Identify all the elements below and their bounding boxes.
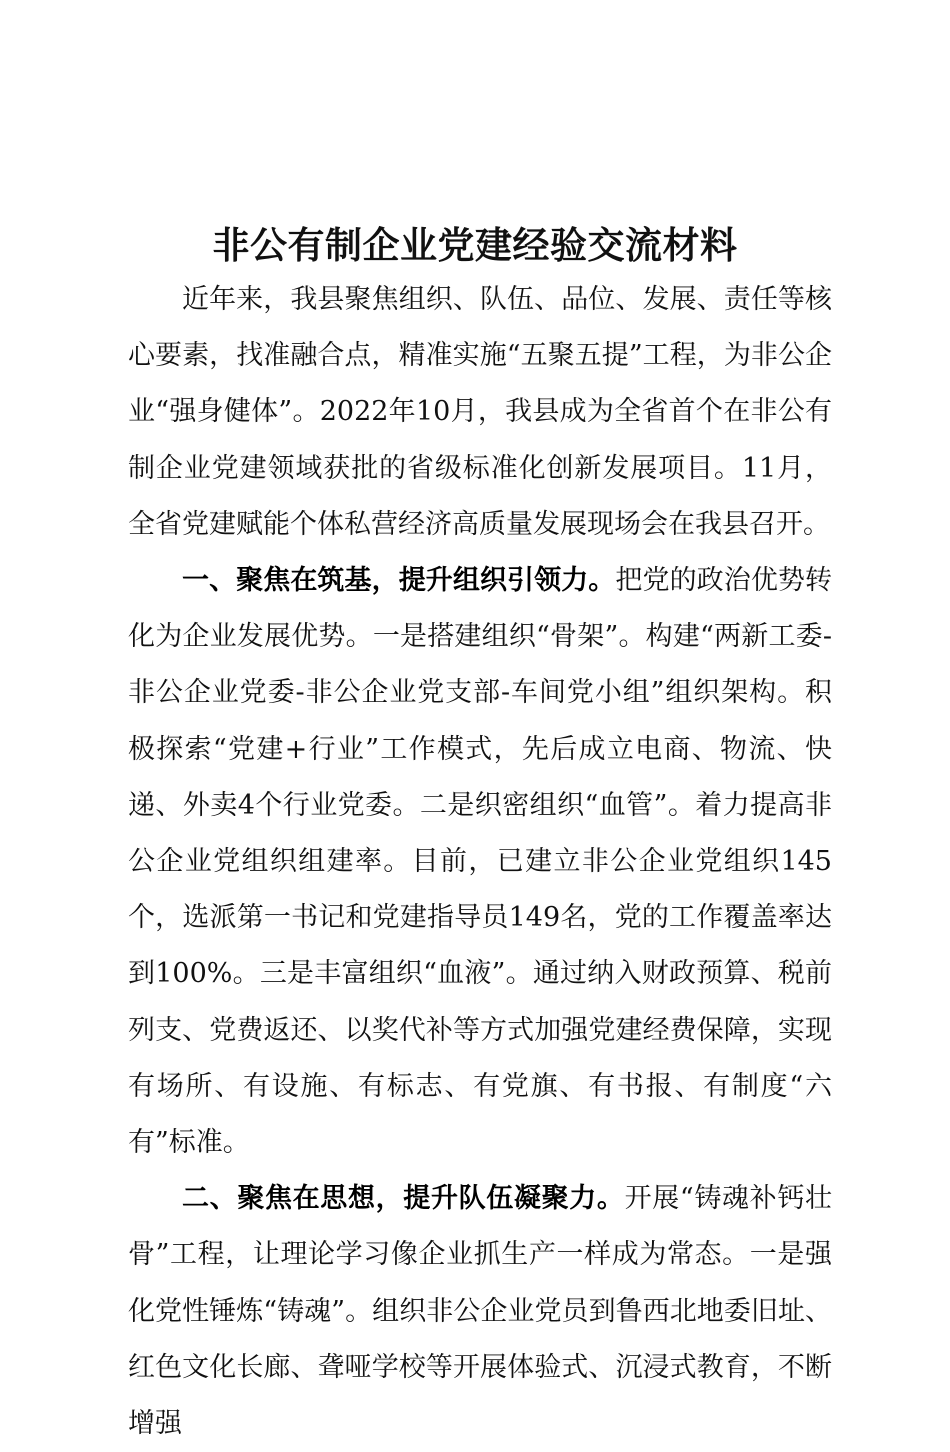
- paragraph-text: 把党的政治优势转化为企业发展优势。一是搭建组织“骨架”。构建“两新工委-非公企业党委-非公企业党支部-车间党小组”组织架构。积极探索“党建+行业”工作模式，先后成立电商、物流、快递、外卖4个行业党委。二是织密组织“血管”。着力提高非公企业党组织组建率。目前，已建立非公企业党组织145个，选派第一书记和党建指导员149名，党的工作覆盖率达到100%。三是丰富组织“血液”。通过纳入财政预算、税前列支、党费返还、以奖代补等方式加强党建经费保障，实现有场所、有设施、有标志、有党旗、有书报、有制度“六有”标准。: [128, 565, 832, 1159]
- section-heading: 二、聚焦在思想，提升队伍凝聚力。: [182, 1183, 625, 1215]
- paragraph-text: 近年来，我县聚焦组织、队伍、品位、发展、责任等核心要素，找准融合点，精准实施“五聚五提”工程，为非公企业“强身健体”。2022年10月，我县成为全省首个在非公有制企业党建领域获批的省级标准化创新发展项目。11月，全省党建赋能个体私营经济高质量发展现场会在我县召开。: [128, 284, 832, 540]
- section-one-paragraph: [128, 553, 832, 1171]
- section-two-paragraph: [128, 1171, 832, 1452]
- document-title: 非公有制企业党建经验交流材料: [212, 223, 738, 267]
- section-heading: 一、聚焦在筑基，提升组织引领力。: [182, 565, 616, 597]
- document-body: [128, 272, 832, 1452]
- paragraph-text: 开展“铸魂补钙壮骨”工程，让理论学习像企业抓生产一样成为常态。一是强化党性锤炼“铸魂”。组织非公企业党员到鲁西北地委旧址、红色文化长廊、聋哑学校等开展体验式、沉浸式教育，不断增强: [128, 1183, 833, 1440]
- intro-paragraph: [128, 272, 832, 553]
